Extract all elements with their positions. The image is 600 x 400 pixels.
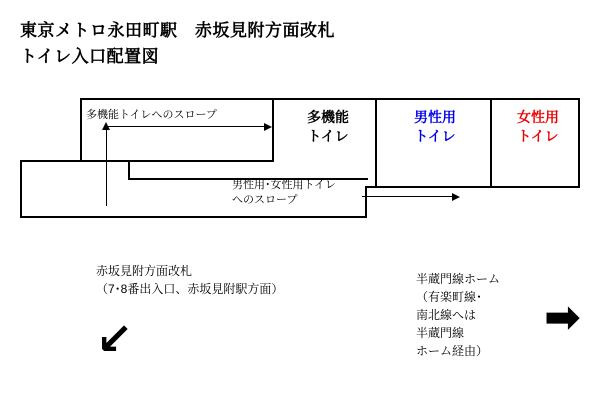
arrow-corridor-up-head	[102, 122, 110, 130]
note-slope-men-women	[232, 178, 336, 209]
room-label-mens	[382, 108, 488, 146]
arrow-slope-men-women-line	[362, 196, 454, 197]
wall-bottom-corridor	[20, 216, 365, 218]
caption-right-line1: 半蔵門線ホーム	[416, 272, 501, 286]
partition-slope-multipurpose	[272, 98, 274, 160]
arrow-slope-men-women-head	[452, 193, 460, 201]
room-label-multipurpose	[286, 108, 370, 146]
page-title	[20, 18, 335, 69]
partition-mens-womens	[490, 98, 492, 186]
arrow-slope-multipurpose-head	[264, 123, 272, 131]
multipurpose-label-line2: トイレ	[307, 127, 349, 144]
womens-label-line2: トイレ	[517, 127, 559, 144]
arrow-down-left-icon: ↙	[96, 314, 133, 365]
wall-corridor-top-left	[20, 160, 80, 162]
multipurpose-label-line1: 多機能	[307, 109, 349, 125]
title-line-1: 東京メトロ永田町駅 赤坂見附方面改札	[20, 21, 335, 40]
arrow-right-icon: ➡	[544, 292, 581, 343]
arrow-corridor-up-line	[106, 128, 107, 206]
caption-right-line3: 南北線へは	[416, 308, 477, 322]
note-slope-men-women-line1: 男性用･女性用トイレ	[232, 179, 336, 191]
floor-plan	[0, 88, 600, 238]
caption-right-line5: ホーム経由）	[416, 344, 489, 358]
note-slope-multipurpose-text: 多機能トイレへのスロープ	[86, 109, 217, 121]
caption-left-gate	[96, 262, 283, 298]
arrow-slope-multipurpose-line	[106, 126, 266, 127]
note-slope-men-women-line2: へのスロープ	[232, 194, 298, 207]
caption-left-line1: 赤坂見附方面改札	[96, 264, 193, 278]
wall-step-vertical	[365, 186, 367, 218]
partition-multipurpose-mens	[375, 98, 377, 186]
mens-label-line2: トイレ	[414, 127, 456, 144]
wall-inner-riser	[128, 160, 130, 180]
wall-left	[20, 160, 22, 218]
caption-right-line2: （有楽町線･	[416, 290, 483, 304]
wall-bottom-right	[365, 186, 580, 188]
caption-right-line4: 半蔵門線	[416, 326, 465, 340]
wall-left-riser	[80, 98, 82, 160]
wall-right	[578, 98, 580, 188]
mens-label-line1: 男性用	[414, 109, 456, 125]
title-line-2: トイレ入口配置図	[20, 46, 160, 66]
caption-right-platform	[416, 270, 500, 360]
room-label-womens	[498, 108, 578, 146]
caption-left-line2: （7･8番出入口、赤坂見附駅方面）	[96, 282, 284, 296]
womens-label-line1: 女性用	[517, 109, 559, 125]
wall-top	[80, 98, 580, 100]
wall-slope-bottom	[80, 160, 274, 162]
